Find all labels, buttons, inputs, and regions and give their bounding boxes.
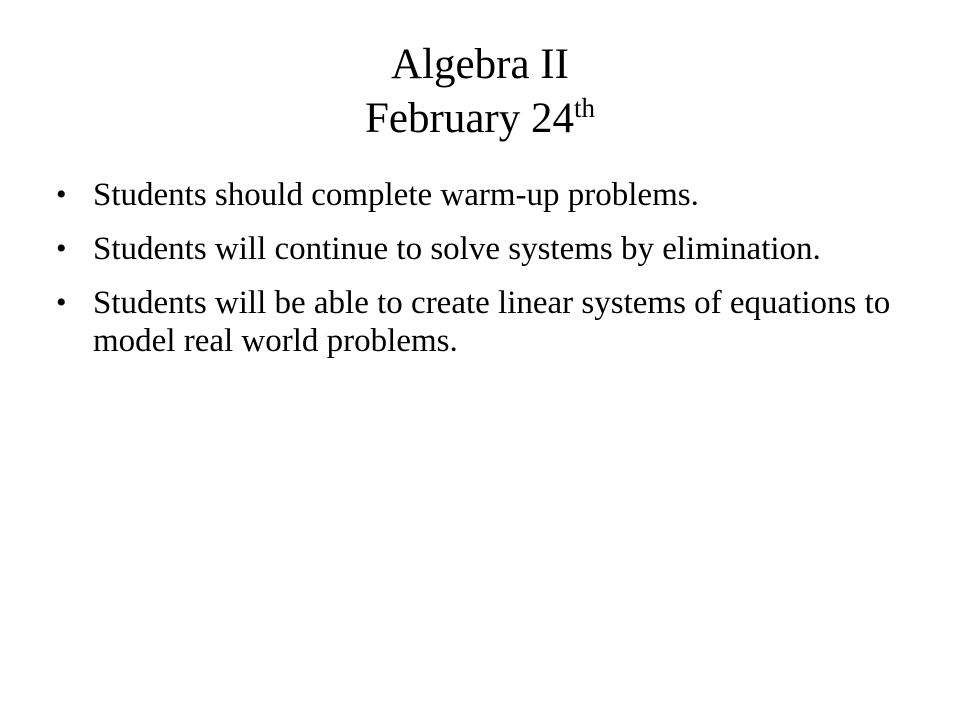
bullet-text: Students should complete warm-up problems. bbox=[93, 177, 699, 213]
title-date-text: February 24 bbox=[365, 95, 574, 142]
title-date bbox=[0, 92, 960, 146]
bullet-item bbox=[56, 284, 896, 360]
title-date-suffix: th bbox=[573, 93, 595, 123]
bullet-icon: • bbox=[56, 286, 67, 319]
slide-title bbox=[0, 38, 960, 146]
bullet-icon: • bbox=[56, 232, 67, 265]
title-course: Algebra II bbox=[391, 41, 569, 88]
bullet-list bbox=[56, 176, 896, 376]
bullet-item bbox=[56, 230, 896, 268]
bullet-text: Students will be able to create linear systems of equations to model real world problems. bbox=[93, 285, 891, 359]
bullet-icon: • bbox=[56, 178, 67, 211]
bullet-text: Students will continue to solve systems by elimination. bbox=[93, 231, 821, 267]
bullet-item bbox=[56, 176, 896, 214]
